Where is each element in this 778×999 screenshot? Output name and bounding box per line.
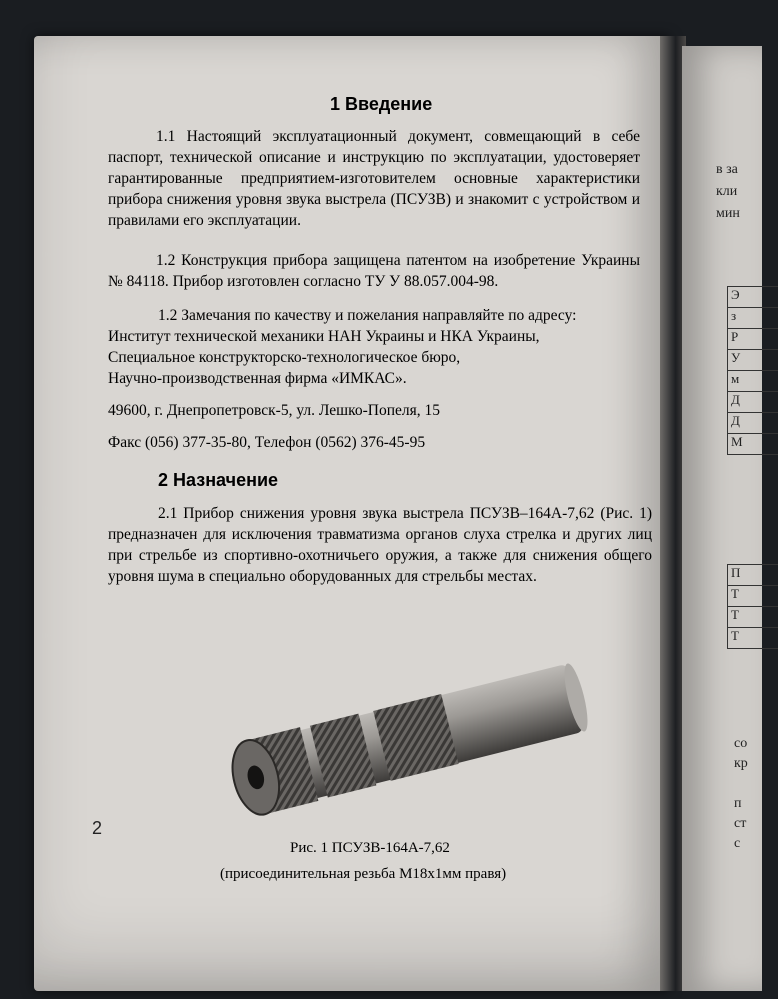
table-cell: П <box>728 565 778 586</box>
organization-line: Специальное конструкторско-технологическое бюро, <box>108 349 461 366</box>
section-2-title: 2 Назначение <box>158 470 279 490</box>
right-page-table <box>727 564 778 649</box>
section-1-paragraph-2: 1.2 Конструкция прибора защищена патентом на изобретение Украины № 84118. Прибор изготовлен согласно ТУ У 88.057.004-98. <box>108 252 640 290</box>
right-page-line: с <box>734 836 741 851</box>
table-cell: У <box>728 350 778 371</box>
section-1-paragraph-1: 1.1 Настоящий эксплуатационный документ, совмещающий в себе паспорт, технической описание и инструкцию по эксплуатации, удостоверяет гарантированные предприятием-изготовителем основные характеристики прибора снижения уровня звука выстрела (ПСУЗВ) и знакомит с устройством и правилами его эксплуатации. <box>108 128 640 229</box>
right-page-table <box>727 286 778 455</box>
silencer-photo <box>210 650 600 820</box>
phone-fax: Факс (056) 377-35-80, Телефон (0562) 376-45-95 <box>108 434 426 451</box>
right-page-line: кр <box>734 756 748 771</box>
table-cell: м <box>728 371 778 392</box>
right-page-line: ст <box>734 816 747 831</box>
right-page-line: мин <box>716 206 740 221</box>
right-page-line: кли <box>716 184 738 199</box>
table-cell: Т <box>728 586 778 607</box>
table-cell: з <box>728 308 778 329</box>
section-1-paragraph-3: 1.2 Замечания по качеству и пожелания направляйте по адресу: <box>158 307 577 324</box>
right-page-line: п <box>734 796 742 811</box>
table-cell: Д <box>728 392 778 413</box>
section-2-paragraph-1: 2.1 Прибор снижения уровня звука выстрела ПСУЗВ–164А-7,62 (Рис. 1) предназначен для исключения травматизма органов слуха стрелка и других лиц при стрельбе из спортивно-охотничьего оружия, а также для снижения общего уровня шума в специально оборудованных для стрельбы местах. <box>108 505 652 585</box>
table-cell: Д <box>728 413 778 434</box>
page-number: 2 <box>92 818 103 838</box>
right-page-line: со <box>734 736 748 751</box>
figure-caption: Рис. 1 ПСУЗВ-164А-7,62 <box>290 840 450 856</box>
table-cell: Т <box>728 628 778 649</box>
right-page-line: в за <box>716 162 738 177</box>
figure-subcaption: (присоединительная резьба М18х1мм правя) <box>220 866 507 882</box>
table-cell: М <box>728 434 778 455</box>
table-cell: Р <box>728 329 778 350</box>
table-cell: Т <box>728 607 778 628</box>
right-page <box>682 46 762 991</box>
section-1-title: 1 Введение <box>330 94 433 114</box>
table-cell: Э <box>728 287 778 308</box>
organization-line: Институт технической механики НАН Украины и НКА Украины, <box>108 328 540 345</box>
postal-address: 49600, г. Днепропетровск-5, ул. Лешко-Попеля, 15 <box>108 402 441 419</box>
organization-line: Научно-производственная фирма «ИМКАС». <box>108 370 407 387</box>
